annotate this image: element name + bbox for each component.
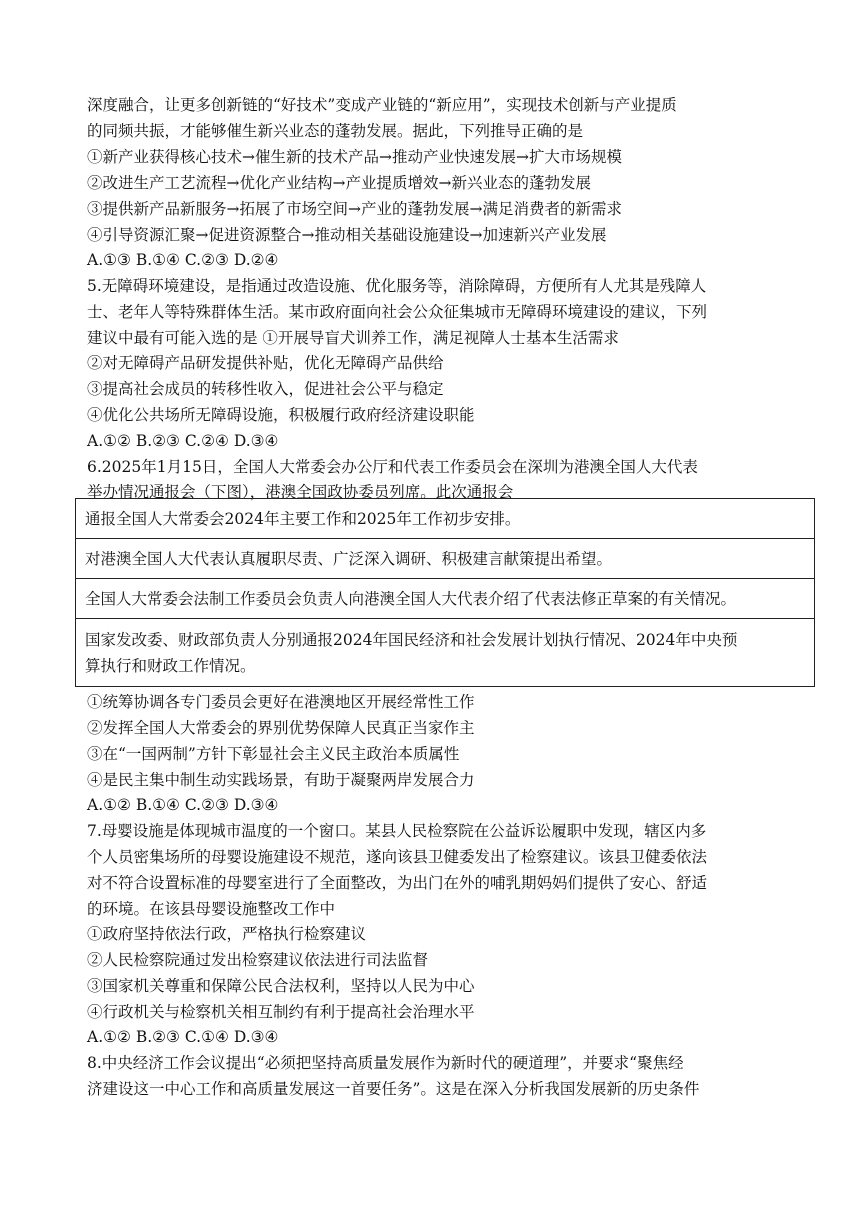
q5-answer-choices: A.①② B.②③ C.②④ D.③④	[87, 432, 279, 450]
q6-stem: 6.2025年1月15日，全国人大常委会办公厅和代表工作委员会在深圳为港澳全国人大代表	[87, 458, 698, 476]
q8-stem: 济建设这一中心工作和高质量发展这一首要任务”。这是在深入分析我国发展新的历史条件	[87, 1080, 700, 1098]
table-row	[76, 539, 814, 579]
q5-option-3: ③提高社会成员的转移性收入，促进社会公平与稳定	[87, 380, 444, 398]
table-row	[76, 619, 814, 686]
q4-option-4: ④引导资源汇聚→促进资源整合→推动相关基础设施建设→加速新兴产业发展	[87, 226, 607, 244]
intro-line: 的同频共振，才能够催生新兴业态的蓬勃发展。据此，下列推导正确的是	[87, 122, 584, 140]
q6-stem: 举办情况通报会（下图），港澳全国政协委员列席。此次通报会	[87, 483, 514, 501]
q7-answer-choices: A.①② B.②③ C.①④ D.③④	[87, 1028, 279, 1046]
q4-option-2: ②改进生产工艺流程→优化产业结构→产业提质增效→新兴业态的蓬勃发展	[87, 174, 591, 192]
q5-option-2: ②对无障碍产品研发提供补贴，优化无障碍产品供给	[87, 354, 444, 372]
q4-answer-choices: A.①③ B.①④ C.②③ D.②④	[87, 251, 279, 269]
q7-option-4: ④行政机关与检察机关相互制约有利于提高社会治理水平	[87, 1003, 475, 1021]
table-row	[76, 499, 814, 539]
q7-option-1: ①政府坚持依法行政，严格执行检察建议	[87, 925, 367, 943]
briefing-table	[75, 498, 815, 687]
intro-line: 深度融合，让更多创新链的“好技术”变成产业链的“新应用”，实现技术创新与产业提质	[87, 96, 677, 114]
q5-stem: 士、老年人等特殊群体生活。某市政府面向社会公众征集城市无障碍环境建设的建议，下列	[87, 303, 708, 321]
q4-option-3: ③提供新产品新服务→拓展了市场空间→产业的蓬勃发展→满足消费者的新需求	[87, 200, 622, 218]
table-cell: 对港澳全国人大代表认真履职尽责、广泛深入调研、积极建言献策提出希望。	[85, 549, 613, 568]
q6-option-3: ③在“一国两制”方针下彰显社会主义民主政治本质属性	[87, 745, 460, 763]
q5-option-4: ④优化公共场所无障碍设施，积极履行政府经济建设职能	[87, 406, 475, 424]
q5-stem: 5.无障碍环境建设，是指通过改造设施、优化服务等，消除障碍，方便所有人尤其是残障人	[87, 277, 707, 295]
table-cell: 通报全国人大常委会2024年主要工作和2025年工作初步安排。	[85, 509, 521, 528]
table-row	[76, 579, 814, 619]
q7-stem: 对不符合设置标准的母婴室进行了全面整改，为出门在外的哺乳期妈妈们提供了安心、舒适	[87, 874, 708, 892]
table-cell-line: 国家发改委、财政部负责人分别通报2024年国民经济和社会发展计划执行情况、2024年中央预	[85, 630, 738, 649]
q6-answer-choices: A.①② B.①④ C.②③ D.③④	[87, 796, 279, 814]
q8-stem: 8.中央经济工作会议提出“必须把坚持高质量发展作为新时代的硬道理”，并要求“聚焦经	[87, 1054, 684, 1072]
q6-option-4: ④是民主集中制生动实践场景，有助于凝聚两岸发展合力	[87, 771, 475, 789]
q7-option-2: ②人民检察院通过发出检察建议依法进行司法监督	[87, 951, 429, 969]
table-cell: 全国人大常委会法制工作委员会负责人向港澳全国人大代表介绍了代表法修正草案的有关情况。	[85, 589, 737, 608]
q5-stem: 建议中最有可能入选的是 ①开展导盲犬训养工作，满足视障人士基本生活需求	[87, 329, 619, 347]
q7-option-3: ③国家机关尊重和保障公民合法权利，坚持以人民为中心	[87, 977, 475, 995]
q4-option-1: ①新产业获得核心技术→催生新的技术产品→推动产业快速发展→扩大市场规模	[87, 148, 622, 166]
q6-option-2: ②发挥全国人大常委会的界别优势保障人民真正当家作主	[87, 719, 475, 737]
table-cell-line: 算执行和财政工作情况。	[85, 656, 256, 675]
q7-stem: 的环境。在该县母婴设施整改工作中	[87, 900, 336, 918]
q7-stem: 个人员密集场所的母婴设施建设不规范，遂向该县卫健委发出了检察建议。该县卫健委依法	[87, 848, 708, 866]
q7-stem: 7.母婴设施是体现城市温度的一个窗口。某县人民检察院在公益诉讼履职中发现，辖区内多	[87, 822, 707, 840]
q6-option-1: ①统筹协调各专门委员会更好在港澳地区开展经常性工作	[87, 693, 475, 711]
